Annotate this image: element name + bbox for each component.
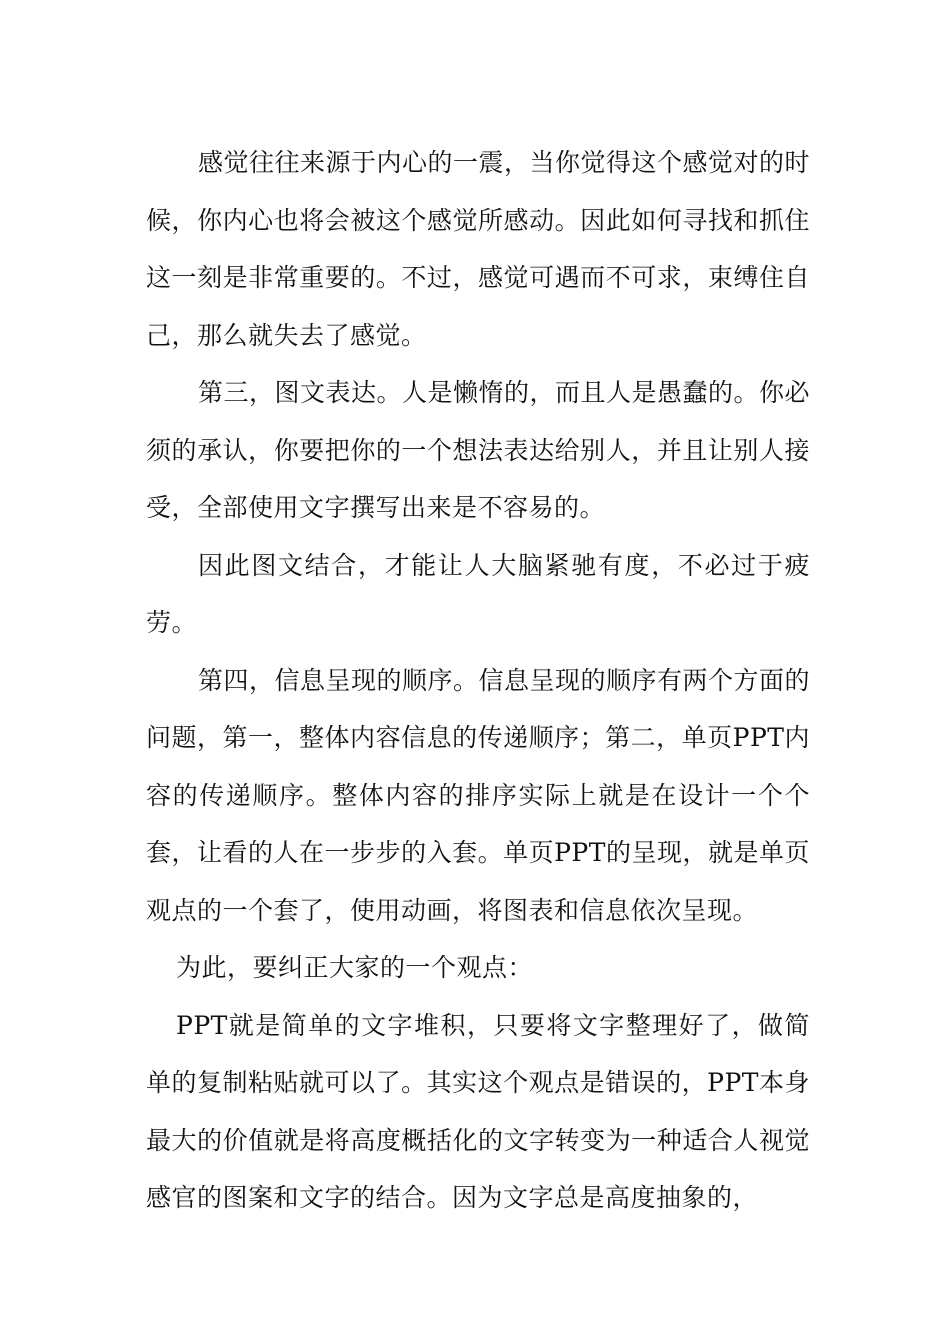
paragraph-point-four: 第四，信息呈现的顺序。信息呈现的顺序有两个方面的问题，第一，整体内容信息的传递顺序；第二，单页PPT内容的传递顺序。整体内容的排序实际上就是在设计一个个套，让看的人在一步步的入套。单页PPT的呈现，就是单页观点的一个套了，使用动画，将图表和信息依次呈现。 (146, 665, 811, 925)
paragraph-image-text: 因此图文结合，才能让人大脑紧驰有度，不必过于疲劳。 (146, 550, 810, 637)
paragraph-point-three: 第三，图文表达。人是懒惰的，而且人是愚蠢的。你必须的承认，你要把你的一个想法表达给别人，并且让别人接受，全部使用文字撰写出来是不容易的。 (146, 378, 811, 522)
paragraph-ppt-viewpoint: PPT就是简单的文字堆积，只要将文字整理好了，做简单的复制粘贴就可以了。其实这个观点是错误的，PPT本身最大的价值就是将高度概括化的文字转变为一种适合人视觉感官的图案和文字的结合。因为文字总是高度抽象的， (146, 1010, 810, 1212)
paragraph-correction-intro: 为此，要纠正大家的一个观点： (176, 953, 534, 982)
paragraph-feeling: 感觉往往来源于内心的一震，当你觉得这个感觉对的时候，你内心也将会被这个感觉所感动。因此如何寻找和抓住这一刻是非常重要的。不过，感觉可遇而不可求，束缚住自己，那么就失去了感觉。 (146, 148, 811, 350)
document-body (146, 134, 810, 1227)
